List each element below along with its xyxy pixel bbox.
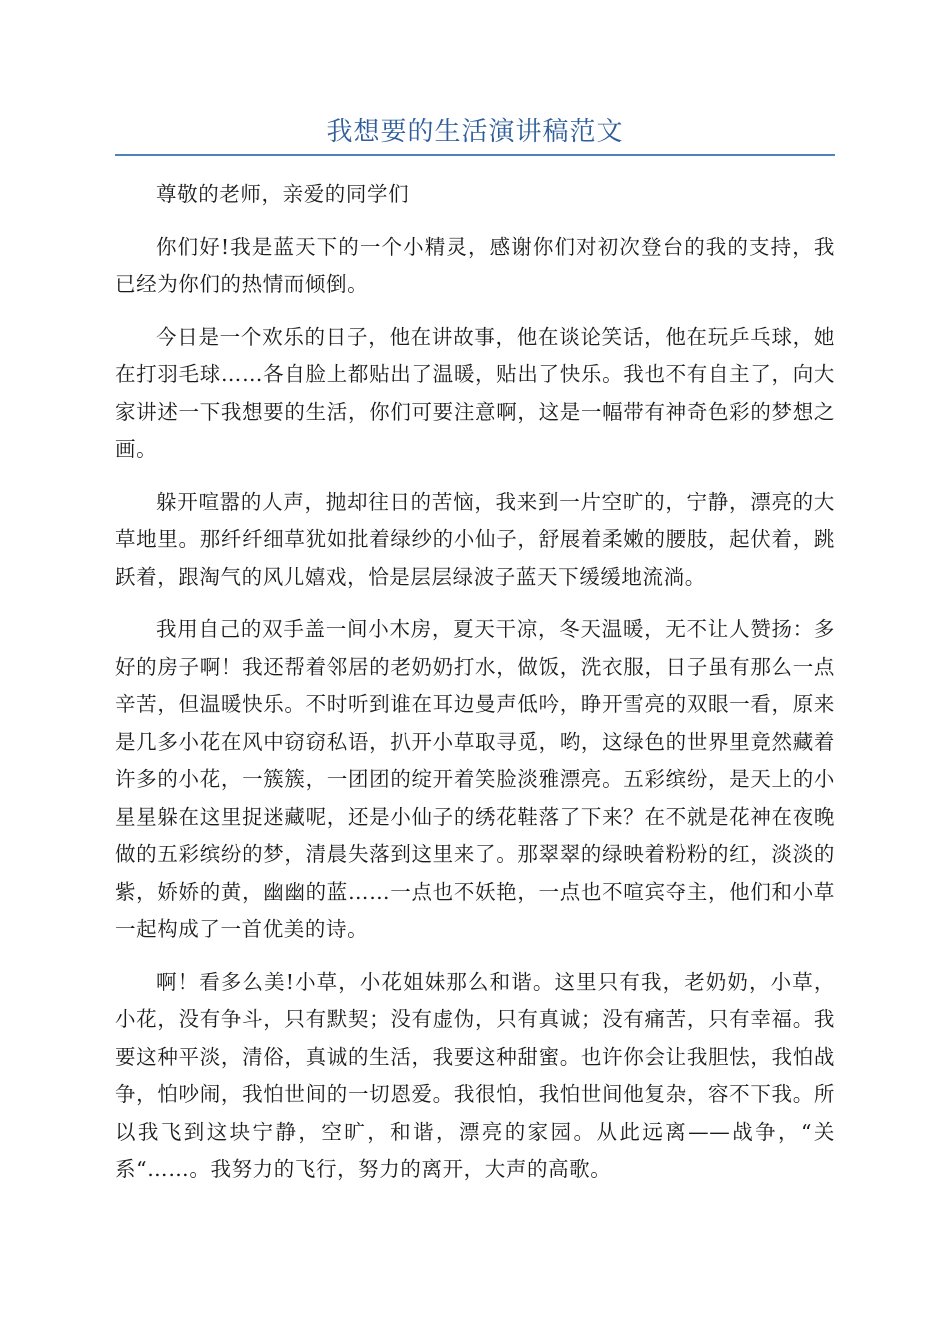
paragraph-meadow: 躲开喧嚣的人声，抛却往日的苦恼，我来到一片空旷的，宁静，漂亮的大草地里。那纤纤细草犹如批着绿纱的小仙子，舒展着柔嫩的腰肢，起伏着，跳跃着，跟淘气的风儿嬉戏，恰是层层绿波子蓝天下缓缓地流淌。 [115,489,835,589]
paragraph-happy-day: 今日是一个欢乐的日子，他在讲故事，他在谈论笑话，他在玩乒乓球，她在打羽毛球……各自脸上都贴出了温暖，贴出了快乐。我也不有自主了，向大家讲述一下我想要的生活，你们可要注意啊，这是一幅带有神奇色彩的梦想之画。 [115,324,835,461]
paragraph-harmony: 啊！看多么美!小草，小花姐妹那么和谐。这里只有我，老奶奶，小草，小花，没有争斗，只有默契；没有虚伪，只有真诚；没有痛苦，只有幸福。我要这种平淡，清俗，真诚的生活，我要这种甜蜜。也许你会让我胆怯，我怕战争，怕吵闹，我怕世间的一切恩爱。我很怕，我怕世间他复杂，容不下我。所以我飞到这块宁静，空旷，和谐，漂亮的家园。从此远离——战争，“关系“……。我努力的飞行，努力的离开，大声的高歌。 [115,969,835,1181]
document-body [115,176,835,1204]
paragraph-cabin: 我用自己的双手盖一间小木房，夏天干凉，冬天温暖，无不让人赞扬：多好的房子啊！我还帮着邻居的老奶奶打水，做饭，洗衣服，日子虽有那么一点辛苦，但温暖快乐。不时听到谁在耳边曼声低吟，睁开雪亮的双眼一看，原来是几多小花在风中窃窃私语，扒开小草取寻觅，哟，这绿色的世界里竟然藏着许多的小花，一簇簇，一团团的绽开着笑脸淡雅漂亮。五彩缤纷，是天上的小星星躲在这里捉迷藏呢，还是小仙子的绣花鞋落了下来？在不就是花神在夜晚做的五彩缤纷的梦，清晨失落到这里来了。那翠翠的绿映着粉粉的红，淡淡的紫，娇娇的黄，幽幽的蓝……一点也不妖艳，一点也不喧宾夺主，他们和小草一起构成了一首优美的诗。 [115,617,835,941]
title-underline [115,154,835,156]
paragraph-greeting: 尊敬的老师，亲爱的同学们 [156,182,410,206]
paragraph-intro: 你们好!我是蓝天下的一个小精灵，感谢你们对初次登台的我的支持，我已经为你们的热情而倾倒。 [115,234,835,296]
document-title: 我想要的生活演讲稿范文 [326,117,624,147]
